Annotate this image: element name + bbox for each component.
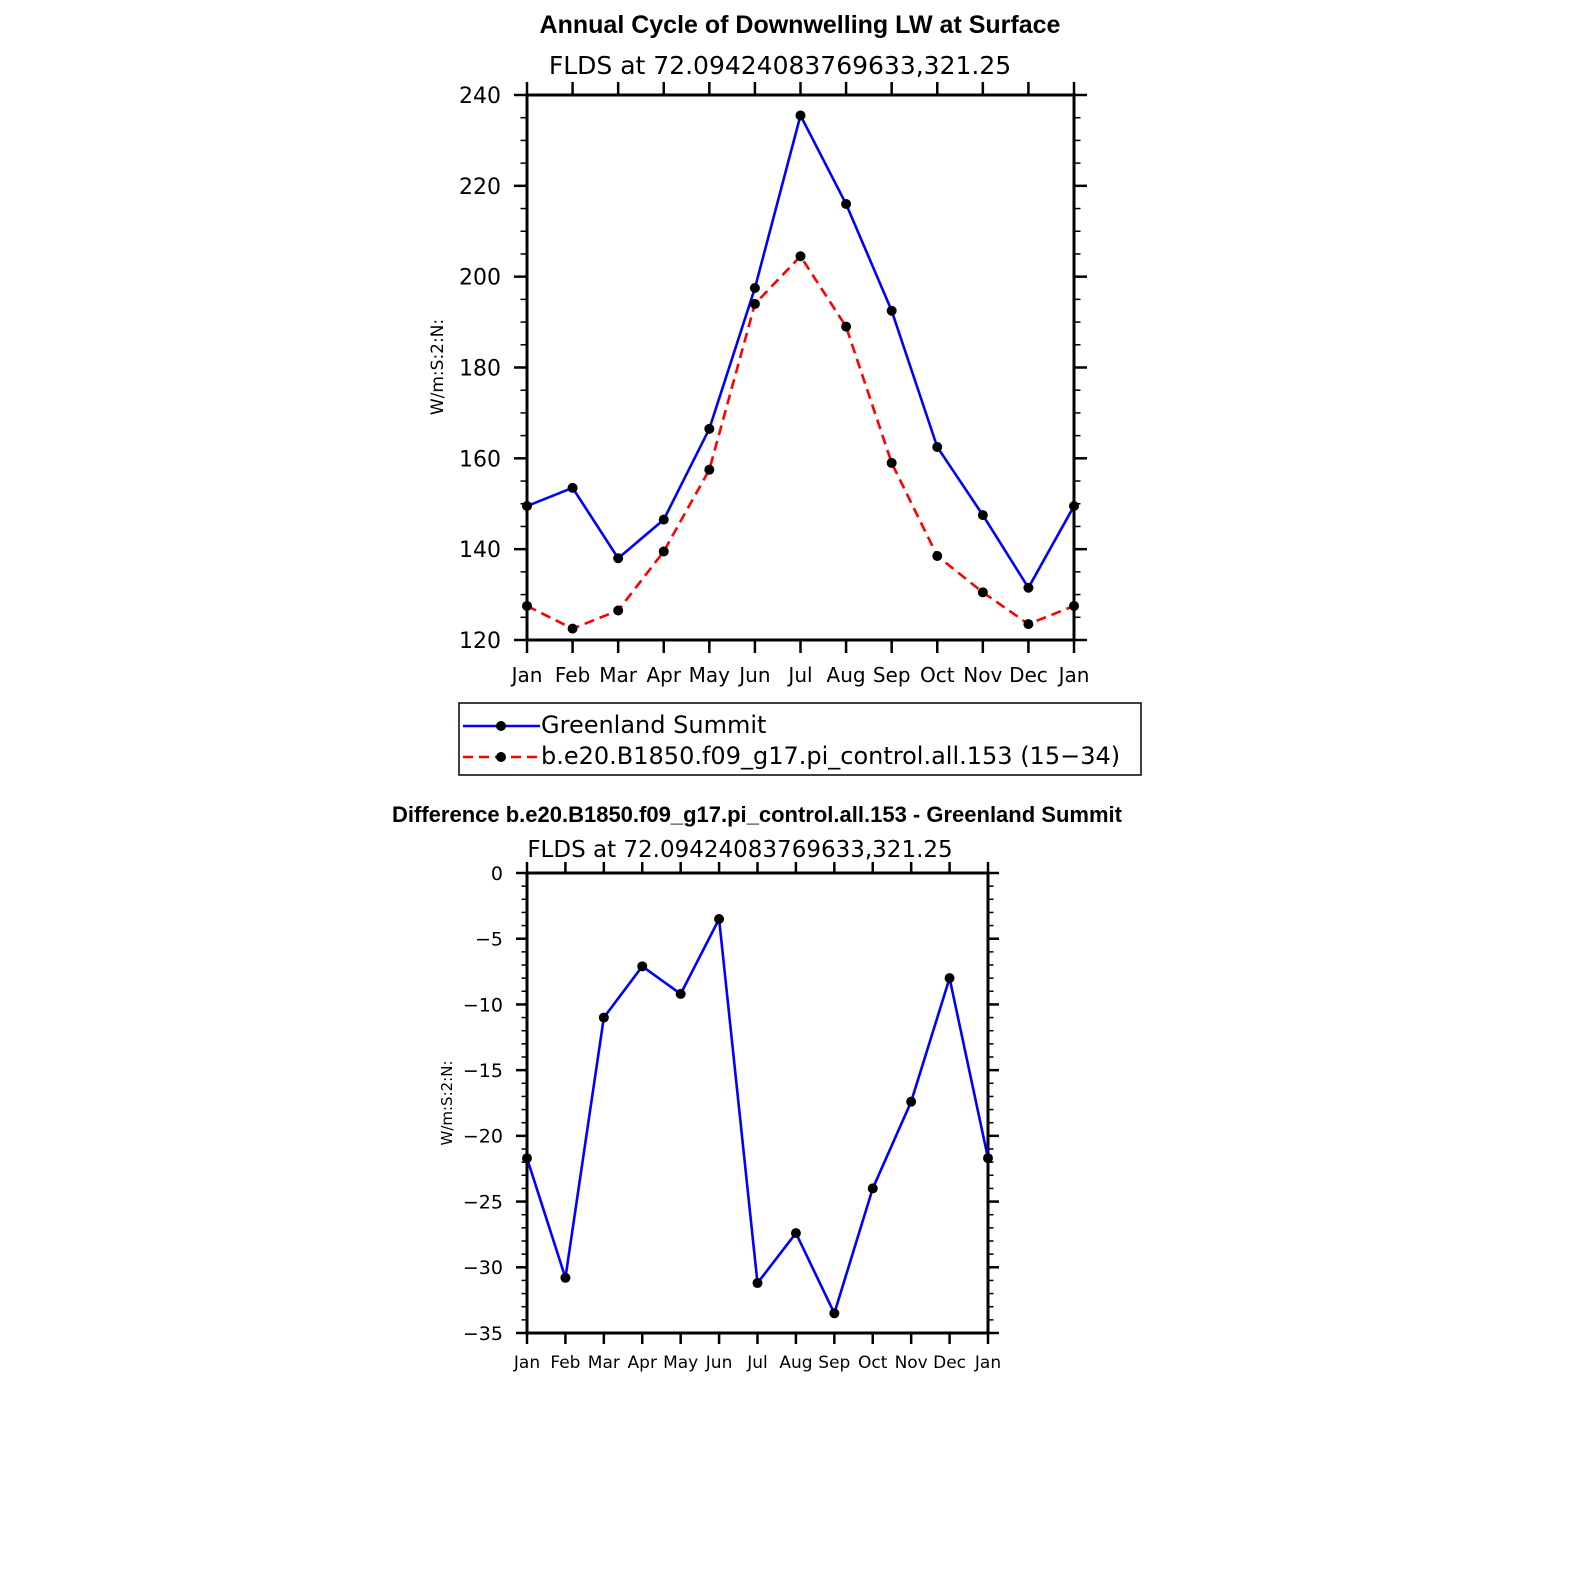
series-1-point [1023,619,1033,629]
series-line-0 [527,115,1074,587]
y-tick-label: 0 [490,862,503,885]
series-0-point [599,1013,609,1023]
series-0-point [753,1278,763,1288]
x-tick-label: Nov [963,663,1003,687]
series-1-point [978,587,988,597]
x-tick-label: Sep [818,1353,851,1373]
series-0-point [983,1153,993,1163]
series-0-point [704,424,714,434]
series-0-point [568,483,578,493]
series-line-1 [527,256,1074,628]
y-tick-label: −30 [462,1257,503,1280]
x-tick-label: Sep [872,663,911,687]
x-tick-label: Jan [513,1353,541,1373]
y-tick-label: −5 [474,928,503,951]
series-1-point [613,605,623,615]
top-chart-ylabel: W/m:S:2:N: [428,318,448,416]
bottom-chart-subtitle: FLDS at 72.09424083769633,321.25 [527,837,953,863]
series-0-point [932,442,942,452]
y-tick-label: 120 [459,628,501,654]
x-tick-label: Nov [894,1353,928,1373]
bottom-chart-title: Difference b.e20.B1850.f09_g17.pi_control.all.153 - Greenland Summit [392,802,1122,827]
x-tick-label: Jun [739,663,771,687]
top-chart-title: Annual Cycle of Downwelling LW at Surface [539,11,1061,39]
series-0-point [791,1228,801,1238]
top-chart-series [522,110,1079,633]
y-tick-label: 200 [459,265,501,291]
x-tick-label: Feb [554,663,591,687]
x-tick-label: Feb [550,1353,581,1373]
top-chart [428,11,1089,687]
plot-frame [527,873,988,1333]
series-1-point [796,251,806,261]
y-tick-label: −35 [462,1322,503,1345]
x-tick-label: Oct [858,1353,888,1373]
series-1-point [841,322,851,332]
series-1-point [887,458,897,468]
x-tick-label: Aug [779,1353,813,1373]
y-tick-label: 220 [459,174,501,200]
series-1-point [659,546,669,556]
x-tick-label: Mar [587,1353,620,1373]
x-tick-label: Jan [1058,663,1090,687]
series-0-point [841,199,851,209]
series-0-point [906,1097,916,1107]
x-tick-label: May [688,663,731,687]
x-tick-label: Aug [826,663,866,687]
series-0-point [560,1273,570,1283]
x-tick-label: Dec [1009,663,1048,687]
series-0-point [796,110,806,120]
x-tick-label: Oct [919,663,955,687]
x-tick-label: Dec [933,1353,967,1373]
top-chart-axes [459,82,1089,687]
bottom-chart-axes [463,862,1001,1373]
bottom-chart-ylabel: W/m:S:2:N: [438,1060,456,1146]
series-0-point [676,989,686,999]
y-tick-label: 240 [459,83,501,109]
series-0-point [829,1308,839,1318]
series-1-point [568,624,578,634]
x-tick-label: Jan [974,1353,1002,1373]
series-0-point [1023,583,1033,593]
series-0-point [868,1183,878,1193]
x-tick-label: Jul [788,663,813,687]
series-0-point [714,914,724,924]
bottom-chart [392,802,1123,1373]
series-0-point [522,501,532,511]
series-1-point [522,601,532,611]
series-0-point [945,973,955,983]
series-1-point [1069,601,1079,611]
series-0-point [1069,501,1079,511]
series-1-point [750,299,760,309]
y-tick-label: −10 [462,994,503,1017]
y-tick-label: 160 [459,447,501,473]
series-0-point [522,1153,532,1163]
legend-label-model-run: b.e20.B1850.f09_g17.pi_control.all.153 (15−34) [541,742,1121,770]
legend-label-greenland-summit: Greenland Summit [541,711,767,739]
y-tick-label: −25 [462,1191,503,1214]
top-chart-subtitle: FLDS at 72.09424083769633,321.25 [548,51,1012,80]
bottom-chart-series [522,914,993,1318]
series-0-point [613,553,623,563]
x-tick-label: May [663,1353,699,1373]
series-line-0 [527,919,988,1313]
series-0-point [978,510,988,520]
top-chart-legend [459,703,1141,775]
series-1-point [932,551,942,561]
y-tick-label: −20 [462,1125,503,1148]
x-tick-label: Jan [511,663,543,687]
x-tick-label: Apr [646,663,682,687]
series-0-point [659,515,669,525]
y-tick-label: 140 [459,538,501,564]
y-tick-label: 180 [459,356,501,382]
series-0-point [750,283,760,293]
plot-frame [527,95,1074,640]
series-0-point [887,306,897,316]
y-tick-label: −15 [462,1059,503,1082]
x-tick-label: Jun [705,1353,733,1373]
x-tick-label: Mar [599,663,638,687]
legend-marker-1 [496,752,506,762]
x-tick-label: Jul [747,1353,768,1373]
series-0-point [637,961,647,971]
series-1-point [704,465,714,475]
x-tick-label: Apr [627,1353,657,1373]
legend-marker-0 [496,721,506,731]
